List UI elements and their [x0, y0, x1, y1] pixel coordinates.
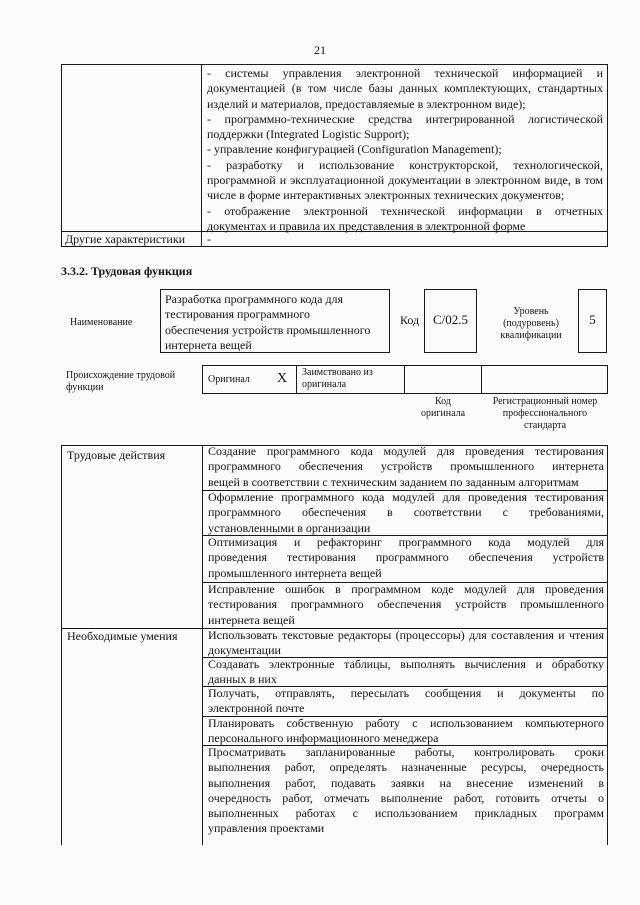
- labor-actions-label: Трудовые действия: [67, 448, 166, 462]
- level-box: [578, 289, 607, 353]
- labor-action-row: Оптимизация и рефакторинг программного кода модулей для проведения тестирования программного обеспечения устройств промышленного интернета вещей: [208, 535, 604, 580]
- top-table-item: - отображение электронной технической информации в отчетных документах и правила их представления в электронной форме: [207, 203, 603, 233]
- skill-row: Получать, отправлять, пересылать сообщения и документы по электронной почте: [208, 686, 604, 716]
- skill-row: Использовать текстовые редакторы (процессоры) для составления и чтения документации: [208, 628, 604, 658]
- section-heading: 3.3.2. Трудовая функция: [61, 264, 193, 278]
- skill-row: Планировать собственную работу с использованием компьютерного персонального информационного менеджера: [208, 716, 604, 746]
- page-number: 21: [314, 43, 326, 57]
- borrowed-label: Заимствовано из оригинала: [302, 367, 373, 390]
- skill-row: Создавать электронные таблицы, выполнять вычисления и обработку данных в них: [208, 657, 604, 687]
- original-label: Оригинал: [208, 374, 250, 385]
- top-table-description: [207, 66, 603, 234]
- code-box: [424, 289, 477, 353]
- function-name-value: Разработка программного кода для тестирования программного обеспечения устройств промышленного интернета вещей: [165, 292, 371, 352]
- function-name-box: [160, 289, 390, 353]
- original-code-caption: Код оригинала: [420, 396, 466, 419]
- required-skills-label: Необходимые умения: [67, 629, 178, 643]
- skill-row: Просматривать запланированные работы, контролировать сроки выполнения работ, определять назначенные ресурсы, очередность выполнения работ, подавать заявки на внесение изменений в очередность работ, отмечать выполнение работ, готовить отчеты о выполненных работах с использованием прикладных программ управления проектами: [208, 745, 604, 836]
- top-table-item: - системы управления электронной технической информацией и документацией (в том числе базы данных комплектующих, стандартных изделий и материалов, предоставляемые в электронном виде);: [207, 66, 603, 111]
- level-label: Уровень (подуровень) квалификации: [500, 306, 562, 341]
- labor-action-row: Создание программного кода модулей для проведения тестирования программного обеспечения устройств промышленного интернета вещей в соответствии с техническим заданием по заданным алгоритмам: [208, 444, 604, 489]
- top-table-item: - разработку и использование конструкторской, технологической, программной и эксплуатационной документации в электронном виде, в том числе в форме интерактивных электронных технических документов;: [207, 157, 603, 203]
- other-characteristics-value: -: [207, 232, 211, 246]
- original-mark: X: [276, 371, 288, 386]
- name-label: Наименование: [70, 317, 133, 328]
- top-table-item: - программно-технические средства интегрированной логистической поддержки (Integrated Logistic Support);: [207, 111, 603, 142]
- other-characteristics-label: Другие характеристики: [65, 232, 186, 246]
- registration-number-caption: Регистрационный номер профессионального стандарта: [492, 396, 598, 431]
- labor-action-row: Исправление ошибок в программном коде модулей для проведения тестирования программного обеспечения устройств промышленного интернета вещей: [208, 582, 604, 627]
- labor-action-row: Оформление программного кода модулей для проведения тестирования программного обеспечения в соответствии с требованиями, установленными в организации: [208, 490, 604, 535]
- level-value: 5: [589, 312, 596, 327]
- origin-label: Происхождение трудовой функции: [66, 370, 176, 393]
- top-table-item: - управление конфигурацией (Configuration Management);: [207, 142, 502, 157]
- code-label: Код: [400, 313, 420, 327]
- code-value: C/02.5: [432, 312, 469, 327]
